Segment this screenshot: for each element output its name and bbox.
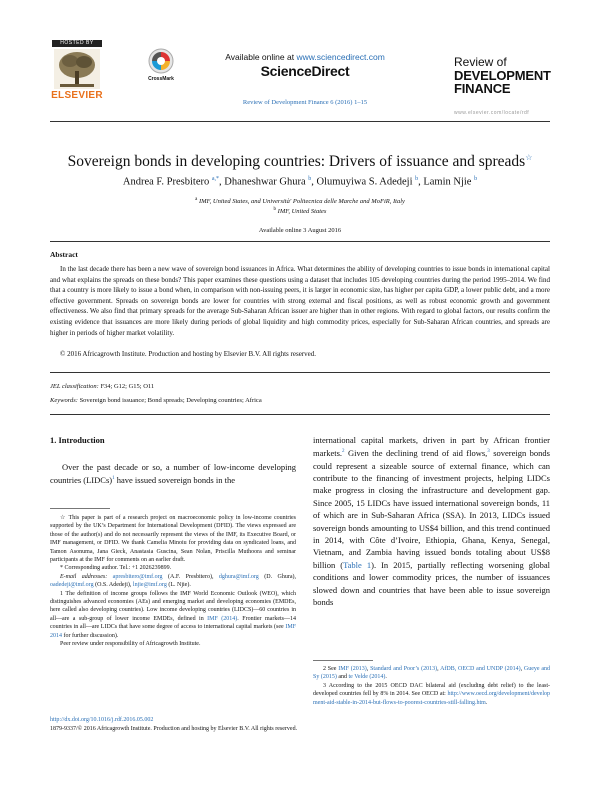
- header-rule: [50, 121, 550, 122]
- publisher-logo-text: ELSEVIER: [51, 90, 103, 101]
- citation-link[interactable]: AfDB, OECD and UNDP (2014): [440, 666, 521, 672]
- footnote-text: 3 According to the 2015 OECD DAC bilateral aid (excluding debt relief) to the least-developed countries fell by 8% in 2014. See OECD at:: [313, 682, 550, 698]
- table-1-link[interactable]: Table 1: [343, 559, 372, 570]
- footnote-ref[interactable]: 3: [487, 449, 490, 455]
- affiliation-b-mark: b: [273, 207, 277, 212]
- abstract-copyright: © 2016 Africagrowth Institute. Production and hosting by Elsevier B.V. All rights reserved.: [60, 350, 316, 358]
- doi-link[interactable]: http://dx.doi.org/10.1016/j.rdf.2016.05.002: [50, 717, 154, 723]
- author-separator: ,: [219, 176, 225, 188]
- email-label: E-mail addresses:: [60, 573, 108, 580]
- citation-link[interactable]: IMF 2014: [50, 624, 296, 639]
- citation-link[interactable]: Gueye and Sy (2015): [313, 666, 551, 681]
- article-title-text: Sovereign bonds in developing countries: Drivers of issuance and spreads: [67, 153, 526, 171]
- footnotes-left: [50, 514, 296, 649]
- intro-text: sovereign bonds could represent a sizeable source of external finance, which can contribute to the financing of investment projects, helping LIDCs make progress in closing the infrastructure and development gap. Since 2005, 15 LIDCs have issued international sovereign bonds, 11 of which are in Sub-Saharan Africa (SSA). In 2013, LIDCs issued sovereign bonds amounting to US$4 billion, and this trend continued in 2014, with Côte d’Ivoire, Ethiopia, Ghana, Kenya, Senegal, Vietnam, and Zambia having issued bonds totaling about US$8 billion (: [313, 448, 550, 570]
- footnote-text: ,: [437, 666, 441, 672]
- elsevier-tree-logo: [54, 49, 100, 89]
- author-affiliation-mark[interactable]: a,*: [211, 176, 220, 182]
- issn-copyright: 1879-9337/© 2016 Africagrowth Institute. Production and hosting by Elsevier B.V. All rights reserved.: [50, 726, 298, 732]
- citation-link[interactable]: IMF (2014): [207, 615, 238, 622]
- intro-text: ). In 2015, partially reflecting worsening global conditions and lower commodity prices, the number of issuances slowed down and countries that have been able to issue sovereign bonds: [313, 559, 550, 608]
- keywords-text: Sovereign bond issuance; Bond spreads; Developing countries; Africa: [79, 397, 262, 404]
- available-prefix: Available online at: [225, 52, 295, 62]
- footnote-2: [313, 665, 550, 682]
- sciencedirect-wordmark: ScienceDirect: [260, 63, 350, 79]
- peer-review-note: Peer review under responsibility of Africagrowth Institute.: [60, 641, 201, 648]
- keywords: [50, 397, 262, 404]
- journal-name-line3: FINANCE: [454, 81, 511, 96]
- title-footnote-mark[interactable]: ☆: [525, 153, 533, 162]
- journal-reference[interactable]: Review of Development Finance 6 (2016) 1–15: [242, 99, 368, 106]
- hosted-by-label: HOSTED BY: [52, 40, 102, 47]
- author-separator: ,: [311, 176, 317, 188]
- footnote-text: .: [385, 674, 387, 681]
- intro-text: Given the declining trend of aid flows,: [344, 448, 488, 459]
- footnote-text: . Frontier markets—14 countries in all—are LIDCs that have some degree of access to international capital markets (see: [50, 615, 296, 631]
- author-affiliation-mark[interactable]: b: [308, 176, 312, 182]
- abstract-text: In the last decade there has been a new wave of sovereign bond issuances in Africa. What determines the ability of developing countries to issue bonds in international capital and what explains the spreads on these bonds? This paper examines these questions using a dataset that includes 105 developing countries during the period 1995–2014. We find that a country is more likely to issue a bond when, in comparison with non-issuing peers, it is larger in economic size, has higher per capita GDP, a lower public debt, and a more effective government. Spreads on sovereign bonds are lower for countries with strong external and fiscal positions, as well as robust economic growth and government effectiveness. We also find that primary spreads for the average Sub-Saharan African issuer are higher than in other regions. With regard to global factors, our results confirm the existing evidence that issuances are more likely during periods of global liquidity and high commodity prices, especially for Sub-Saharan African countries, and spreads are higher in periods of higher market volatility.: [50, 265, 550, 337]
- footnote-ref[interactable]: 1: [112, 476, 115, 482]
- footnote-1: [50, 590, 296, 640]
- intro-text: have issued sovereign bonds in the: [114, 475, 235, 486]
- footnote-text: 2 See: [323, 666, 339, 672]
- jel-codes: F34; G12; G15; O11: [100, 383, 155, 390]
- affiliation-b-text: IMF, United States: [277, 208, 327, 216]
- email-link[interactable]: oadedeji@imf.org: [50, 582, 94, 589]
- footnote-text: ,: [366, 666, 371, 672]
- email-owner: (O.S. Adedeji),: [93, 582, 133, 589]
- keywords-bottom-rule: [50, 414, 550, 415]
- abstract-heading: Abstract: [50, 250, 78, 259]
- footnote-text: for further discussion).: [62, 632, 119, 639]
- author-affiliation-mark[interactable]: b: [474, 176, 478, 182]
- oecd-link[interactable]: http://www.oecd.org/development/development-aid-stable-in-2014-but-flows-to-poorest-countries-still-falling.htm: [313, 691, 550, 706]
- journal-name-line1: Review of: [454, 55, 507, 69]
- citation-link[interactable]: Standard and Poor’s (2013): [370, 666, 438, 672]
- footnote-emails: [50, 573, 296, 590]
- author-name: Andrea F. Presbitero: [122, 176, 210, 188]
- email-link[interactable]: dghura@imf.org: [218, 573, 259, 580]
- email-link[interactable]: apresbitero@imf.org: [112, 573, 163, 580]
- footnote-3: [313, 682, 550, 707]
- footnote-rule-left: [50, 508, 110, 509]
- email-owner: (A.F. Presbitero),: [162, 573, 219, 580]
- sciencedirect-link[interactable]: www.sciencedirect.com: [296, 52, 385, 62]
- page-footer: [50, 716, 550, 734]
- intro-text: international capital markets, driven in part by African frontier markets.: [313, 435, 550, 459]
- article-title: [40, 153, 560, 171]
- keywords-label: Keywords:: [50, 397, 78, 404]
- footnote-text: ,: [520, 666, 524, 672]
- abstract-top-rule: [50, 241, 550, 242]
- crossmark-label: CrossMark: [148, 76, 174, 82]
- journal-url[interactable]: www.elsevier.com/locate/rdf: [454, 110, 530, 116]
- intro-left-column: [50, 461, 296, 487]
- section-heading-introduction: 1. Introduction: [50, 435, 105, 445]
- jel-classification: [50, 383, 154, 390]
- citation-link[interactable]: IMF (2013): [338, 666, 367, 672]
- email-owner: (L. Njie).: [166, 582, 191, 589]
- author-name: Lamin Njie: [423, 176, 472, 188]
- journal-name-line2: DEVELOPMENT: [454, 68, 551, 83]
- footnotes-right: [313, 665, 550, 707]
- author-name: Dhaneshwar Ghura: [224, 176, 306, 188]
- footnote-star: ☆ This paper is part of a research project on macroeconomic policy in low-income countries supported by the UK’s Department for International Development (DFID). The views expressed are those of the author(s) and do not necessarily represent the views of the IMF, its Executive Board, or IMF management, or DFID. We thank Camelia Minoiu for providing data on syndicated loans, and Tamon Asonuma, Jana Gieck, Anastasia Guscina, Sean Nolan, Priscilla Muthoora and seminar participants at the IMF for comments on an earlier draft.: [50, 515, 296, 564]
- author-name: Olumuyiwa S. Adedeji: [316, 176, 413, 188]
- footnote-text: and: [336, 674, 349, 681]
- footnote-corresponding: * Corresponding author. Tel.: +1 2026239899.: [60, 565, 172, 572]
- affiliation-a-mark: a: [195, 197, 198, 202]
- affiliation-b: [40, 207, 560, 215]
- author-list: [40, 176, 560, 188]
- available-online-date: Available online 3 August 2016: [258, 227, 342, 234]
- intro-right-column: [313, 434, 550, 609]
- intro-text: Over the past decade or so, a number of low-income developing countries (LIDCs): [50, 462, 296, 486]
- email-owner: (D. Ghura),: [258, 573, 297, 580]
- affiliation-a: [40, 197, 560, 205]
- journal-logo: [454, 56, 564, 95]
- email-link[interactable]: lnjie@imf.org: [132, 582, 167, 589]
- footnote-rule-right: [313, 660, 373, 661]
- footnote-text: .: [485, 699, 488, 706]
- available-online-line: [170, 52, 440, 62]
- citation-link[interactable]: te Velde (2014): [348, 674, 386, 681]
- abstract-bottom-rule: [50, 372, 550, 373]
- footnote-ref[interactable]: 2: [342, 449, 345, 455]
- jel-label: JEL classification:: [50, 383, 99, 390]
- author-separator: ,: [418, 176, 424, 188]
- affiliation-a-text: IMF, United States, and Università' Politecnica delle Marche and MoFiR, Italy: [198, 198, 405, 206]
- footnote-text: 1 The definition of income groups follows the IMF World Economic Outlook (WEO), which distinguishes advanced economies (AEs) and emerging market and developing economies (EMDEs, here called also developing countries). Low income developing countries (LIDCS)—60 countries in all—are a sub-group of lower income EMDEs, defined in: [50, 590, 296, 622]
- author-affiliation-mark[interactable]: b: [415, 176, 419, 182]
